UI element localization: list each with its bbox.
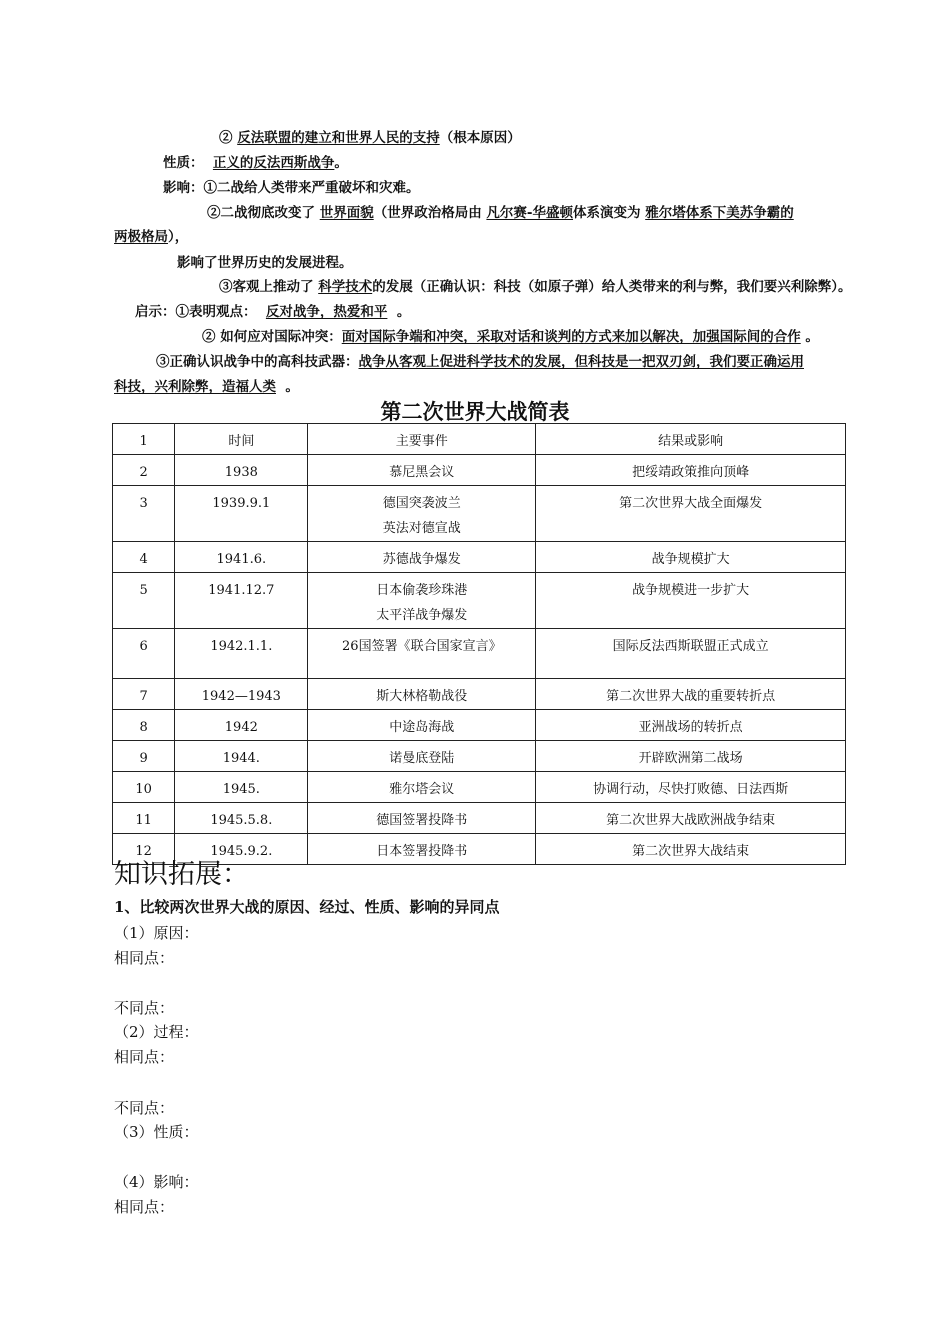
table-row	[113, 710, 846, 741]
event-line: 中途岛海战	[389, 720, 455, 735]
extension-item: 不同点：	[114, 1099, 175, 1117]
note-line-3: 影响：①二战给人类带来严重破坏和灾难。	[163, 180, 420, 196]
table-row	[113, 573, 846, 629]
note-underlined: 雅尔塔体系下美苏争霸的	[645, 205, 794, 221]
event-line: 慕尼黑会议	[389, 465, 455, 480]
table-header-row	[113, 424, 846, 455]
note-text: 。	[285, 379, 299, 395]
time-cell: 1941.6.	[175, 542, 308, 573]
note-text: ②二战彻底改变了	[207, 205, 315, 221]
time-cell: 1945.	[175, 772, 308, 803]
note-text: 体系演变为	[573, 205, 641, 221]
note-text: 。	[334, 155, 348, 171]
note-text: （世界政治格局由	[373, 205, 482, 221]
row-number-cell: 4	[113, 542, 175, 573]
result-cell: 把绥靖政策推向顶峰	[536, 455, 846, 486]
event-cell	[308, 573, 536, 629]
note-line-9	[202, 327, 819, 347]
time-cell: 1942.1.1.	[175, 629, 308, 679]
row-number-cell: 7	[113, 679, 175, 710]
extension-item: （1）原因：	[114, 924, 199, 942]
extension-item: 相同点：	[114, 1048, 175, 1066]
note-line-1	[219, 128, 521, 148]
header-cell: 时间	[175, 424, 308, 455]
row-number-cell: 12	[113, 834, 175, 865]
event-cell	[308, 455, 536, 486]
event-line: 雅尔塔会议	[389, 782, 455, 797]
time-cell: 1941.12.7	[175, 573, 308, 629]
row-number-cell: 10	[113, 772, 175, 803]
event-line: 德国签署投降书	[376, 813, 468, 828]
event-line: 日本偷袭珍珠港	[376, 583, 468, 598]
extension-heading: 知识拓展：	[114, 859, 249, 890]
note-line-6: 影响了世界历史的发展进程。	[177, 255, 353, 271]
table-row	[113, 741, 846, 772]
note-text: ②	[219, 130, 238, 146]
note-line-11	[114, 377, 299, 397]
note-line-7	[219, 277, 851, 297]
event-line: 苏德战争爆发	[382, 552, 461, 567]
row-number-cell: 3	[113, 486, 175, 542]
ww2-summary-table	[112, 423, 846, 865]
result-cell: 第二次世界大战的重要转折点	[536, 679, 846, 710]
note-underlined: 世界面貌	[319, 205, 374, 221]
table-title: 第二次世界大战简表	[380, 399, 570, 424]
event-line: 太平洋战争爆发	[376, 608, 468, 623]
time-cell: 1938	[175, 455, 308, 486]
event-cell	[308, 629, 536, 679]
extension-item: （2）过程：	[114, 1023, 199, 1041]
extension-question: 1、比较两次世界大战的原因、经过、性质、影响的异同点	[114, 898, 500, 916]
event-cell	[308, 542, 536, 573]
time-cell: 1942	[175, 710, 308, 741]
table-row	[113, 486, 846, 542]
note-text: 性质：	[163, 155, 204, 171]
event-cell	[308, 679, 536, 710]
event-line: 斯大林格勒战役	[376, 689, 468, 704]
note-line-5	[114, 227, 188, 247]
note-underlined: 凡尔赛-华盛顿	[486, 205, 574, 221]
note-text: 。	[396, 304, 411, 320]
table-body	[113, 455, 846, 865]
note-text: ② 如何应对国际冲突：	[202, 329, 342, 345]
event-cell	[308, 834, 536, 865]
note-underlined: 反对战争，热爱和平	[265, 304, 388, 320]
result-cell: 战争规模扩大	[536, 542, 846, 573]
note-text: 启示：①表明观点：	[135, 304, 257, 320]
result-cell: 第二次世界大战结束	[536, 834, 846, 865]
extension-item: （3）性质：	[114, 1123, 199, 1141]
header-cell: 结果或影响	[536, 424, 846, 455]
row-number-cell: 5	[113, 573, 175, 629]
note-underlined: 反法联盟的建立和世界人民的支持	[237, 130, 440, 146]
note-text: ），	[168, 229, 189, 245]
note-underlined: 战争从客观上促进科学技术的发展，但科技是一把双刃剑，我们要正确运用	[358, 354, 804, 370]
note-underlined: 正义的反法西斯战争	[212, 155, 335, 171]
table-row	[113, 772, 846, 803]
result-cell: 第二次世界大战全面爆发	[536, 486, 846, 542]
event-line: 英法对德宣战	[382, 521, 461, 536]
table-row	[113, 455, 846, 486]
event-cell	[308, 741, 536, 772]
note-underlined: 面对国际争端和冲突，采取对话和谈判的方式来加以解决，加强国际间的合作	[341, 329, 801, 345]
event-cell	[308, 772, 536, 803]
table-row	[113, 629, 846, 679]
table-row	[113, 679, 846, 710]
table-row	[113, 542, 846, 573]
extension-item: 不同点：	[114, 999, 175, 1017]
result-cell: 开辟欧洲第二战场	[536, 741, 846, 772]
note-line-4	[207, 203, 794, 223]
event-line: 诺曼底登陆	[389, 751, 455, 766]
event-cell	[308, 710, 536, 741]
note-text: 。	[805, 329, 819, 345]
note-text: 的发展（正确认识：科技（如原子弹）给人类带来的利与弊，我们要兴利除弊）。	[372, 279, 852, 295]
note-underlined: 科技，兴利除弊，造福人类	[114, 379, 276, 395]
time-cell: 1942—1943	[175, 679, 308, 710]
event-line: 日本签署投降书	[376, 844, 468, 859]
result-cell: 战争规模进一步扩大	[536, 573, 846, 629]
note-underlined: 两极格局	[114, 229, 168, 245]
result-cell: 第二次世界大战欧洲战争结束	[536, 803, 846, 834]
time-cell: 1945.5.8.	[175, 803, 308, 834]
time-cell: 1939.9.1	[175, 486, 308, 542]
note-line-2	[163, 153, 348, 173]
result-cell: 国际反法西斯联盟正式成立	[536, 629, 846, 679]
note-line-10	[156, 352, 804, 372]
time-cell: 1945.9.2.	[175, 834, 308, 865]
header-cell: 主要事件	[308, 424, 536, 455]
table-row	[113, 803, 846, 834]
row-number-cell: 6	[113, 629, 175, 679]
event-cell	[308, 803, 536, 834]
extension-item: 相同点：	[114, 1198, 175, 1216]
result-cell: 亚洲战场的转折点	[536, 710, 846, 741]
note-line-8	[135, 302, 410, 322]
event-cell	[308, 486, 536, 542]
note-underlined: 科学技术	[318, 279, 373, 295]
row-number-cell: 8	[113, 710, 175, 741]
event-line: 德国突袭波兰	[382, 496, 461, 511]
extension-item: 相同点：	[114, 949, 175, 967]
header-cell: 1	[113, 424, 175, 455]
note-text: ③客观上推动了	[219, 279, 314, 295]
extension-item: （4）影响：	[114, 1173, 199, 1191]
time-cell: 1944.	[175, 741, 308, 772]
note-text: （根本原因）	[439, 130, 521, 146]
row-number-cell: 11	[113, 803, 175, 834]
row-number-cell: 2	[113, 455, 175, 486]
row-number-cell: 9	[113, 741, 175, 772]
note-text: ③正确认识战争中的高科技武器：	[156, 354, 359, 370]
event-line: 26国签署《联合国家宣言》	[342, 639, 502, 654]
result-cell: 协调行动，尽快打败德、日法西斯	[536, 772, 846, 803]
